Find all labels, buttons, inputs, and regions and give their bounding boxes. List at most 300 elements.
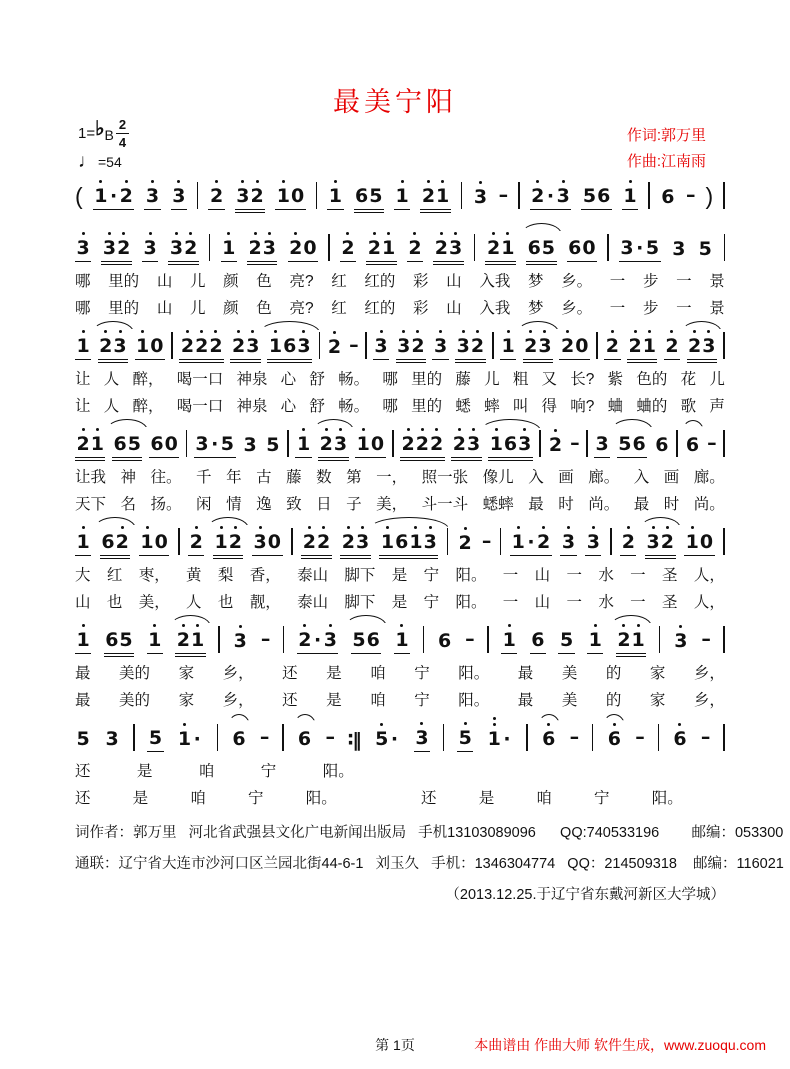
tie-arc <box>345 615 386 627</box>
note-digit: 2 <box>341 237 355 259</box>
note-digit: 0 <box>150 335 164 357</box>
barline <box>282 724 284 751</box>
lyric-syllable: 闲 <box>196 496 212 513</box>
note-token <box>232 632 248 654</box>
note-token <box>112 435 142 458</box>
tie-arc <box>294 714 316 726</box>
date-place-line: （2013.12.25.于辽宁省东戴河新区大学城） <box>445 887 725 903</box>
tie-arc <box>521 223 562 235</box>
quarter-note-icon: ♩ <box>78 151 97 172</box>
note-digit: 2 <box>250 185 264 207</box>
note-digit: 1 <box>501 335 515 357</box>
note-digit: 2 <box>621 531 635 553</box>
lyric-syllable: 咱 <box>198 763 215 780</box>
note-digit: 5 <box>582 185 597 207</box>
note-digit: 6 <box>113 433 127 455</box>
note-token <box>684 436 700 458</box>
note-digit: 2 <box>302 531 316 553</box>
barline <box>133 724 135 751</box>
note-token <box>275 187 305 210</box>
time-signature <box>116 118 129 149</box>
lyric-syllable: 颜 <box>223 300 239 317</box>
key-signature <box>78 118 129 148</box>
lyric-syllable: 咱 <box>190 790 206 807</box>
note-digit: 6 <box>101 531 115 553</box>
lyric-syllable: 山 <box>446 300 462 317</box>
lyric-syllable: 红 <box>331 300 347 317</box>
barline <box>287 430 289 457</box>
note-digit: 0 <box>164 433 178 455</box>
note-digit: 3 <box>145 185 160 207</box>
lyrics-line <box>75 563 725 583</box>
lyricist-credit: 作词:郭万里 <box>626 127 706 144</box>
note-token <box>394 631 410 654</box>
page-number: 第 1页 <box>375 1037 415 1053</box>
lyric-syllable: 阳。 <box>455 567 487 584</box>
note-digit: 1 <box>685 531 699 553</box>
note-digit: 6 <box>283 335 297 357</box>
lyric-syllable: 尚。 <box>693 496 725 513</box>
note-token <box>235 187 265 210</box>
note-digit: 1 <box>136 335 150 357</box>
note-token <box>488 435 533 458</box>
barline <box>186 430 188 457</box>
note-digit: 2 <box>341 531 356 553</box>
note-digit: 2 <box>617 629 631 651</box>
tie-arc <box>369 517 449 529</box>
lyric-syllable: 醉， <box>132 371 164 388</box>
note-token <box>436 632 452 654</box>
music-system <box>75 316 725 414</box>
lyric-syllable: 阳。 <box>322 763 354 780</box>
lyric-syllable: 宁 <box>423 567 440 584</box>
barline <box>518 182 520 209</box>
note-digit: 5 <box>148 727 163 749</box>
tie-arc <box>106 419 147 431</box>
lyric-syllable: 脚下 <box>344 567 376 584</box>
note-token <box>288 239 318 262</box>
note-digit: 1 <box>501 237 515 259</box>
note-digit: 3 <box>113 335 127 357</box>
lyric-syllable: 又 <box>541 371 558 388</box>
note-digit: 1 <box>642 335 656 357</box>
note-token <box>457 534 473 556</box>
barline <box>659 626 661 653</box>
dot-after: · <box>527 531 535 553</box>
music-line <box>75 414 725 458</box>
tie-arc <box>313 419 354 431</box>
note-digit: 5 <box>618 433 632 455</box>
tie-arc <box>611 419 652 431</box>
note-token <box>75 533 91 556</box>
lyric-syllable: 咱 <box>536 790 552 807</box>
note-token <box>139 533 169 556</box>
meter-numerator: 2 <box>116 118 129 134</box>
lyric-syllable: 长? <box>570 371 595 388</box>
note-digit: 3 <box>323 629 337 651</box>
lyric-syllable: 舒 <box>309 371 325 388</box>
lyrics-line <box>75 759 725 779</box>
note-digit: 1 <box>94 185 108 207</box>
lyric-syllable: 是 <box>136 763 153 780</box>
lyric-syllable: 醉， <box>132 398 164 415</box>
lyric-syllable: 一 <box>630 594 646 611</box>
lyric-syllable: 天下 <box>75 496 107 513</box>
lyric-syllable: 神泉 <box>236 398 268 415</box>
note-token <box>560 533 576 556</box>
note-digit: 2 <box>665 335 679 357</box>
lyric-syllable: 红的 <box>364 300 396 317</box>
lyric-syllable: 一 <box>609 300 626 317</box>
note-digit: 2 <box>628 335 642 357</box>
note-digit: 2 <box>434 237 448 259</box>
contact-footer <box>75 818 784 911</box>
lyric-syllable: 儿 <box>189 300 206 317</box>
barline <box>178 528 180 555</box>
note-digit: 2 <box>231 335 246 357</box>
lyric-syllable: 家 <box>178 665 195 682</box>
lyric-syllable: 舒 <box>309 398 325 415</box>
lyric-syllable: 美的 <box>119 692 151 709</box>
lyric-syllable: 哪 <box>382 398 398 415</box>
lyric-syllable: 人， <box>693 567 725 584</box>
note-digit: 0 <box>582 237 596 259</box>
barline <box>447 528 449 555</box>
lyric-syllable: 一 <box>630 567 646 584</box>
lyric-syllable: 是 <box>391 567 408 584</box>
note-token <box>373 337 389 360</box>
note-digit: 5 <box>559 629 574 651</box>
lyric-syllable: 情 <box>226 496 242 513</box>
lyric-syllable: 乡， <box>222 665 254 682</box>
note-digit: 6 <box>673 728 687 750</box>
lyric-syllable: 最 <box>528 496 544 513</box>
dot-after: · <box>314 629 322 651</box>
note-token <box>414 729 430 752</box>
note-digit: 3 <box>518 433 532 455</box>
barline <box>392 430 394 457</box>
lyric-syllable: 美的 <box>119 665 151 682</box>
note-digit: 3 <box>423 531 437 553</box>
note-digit: 2 <box>319 433 333 455</box>
note-token <box>327 187 343 210</box>
note-digit: 2 <box>184 237 198 259</box>
note-token <box>75 435 105 458</box>
lyric-syllable: 照一张 <box>421 469 469 486</box>
lyric-syllable: 像儿 <box>482 469 514 486</box>
note-digit: 1 <box>90 433 104 455</box>
lyric-syllable: 廊。 <box>588 469 620 486</box>
lyric-syllable: 最 <box>75 692 91 709</box>
note-digit: 3 <box>448 237 463 259</box>
note-digit: 3 <box>233 630 247 652</box>
note-token <box>523 337 553 360</box>
tie-arc <box>94 517 135 529</box>
lyric-syllable: 让 <box>75 371 91 388</box>
lyric-syllable: 景 <box>709 300 725 317</box>
note-digit: 2 <box>537 531 551 553</box>
note-digit: 6 <box>607 728 621 750</box>
note-digit: 1 <box>191 629 205 651</box>
note-digit: 0 <box>290 185 305 207</box>
lyric-syllable: 千 <box>196 469 212 486</box>
lyric-syllable: 梦 <box>527 300 544 317</box>
note-digit: 2 <box>298 629 312 651</box>
lyric-syllable: 家 <box>178 692 195 709</box>
note-token <box>147 729 163 752</box>
note-digit: 2 <box>327 336 342 358</box>
lyric-syllable: 圣 <box>662 567 678 584</box>
note-digit: 3 <box>620 237 634 259</box>
note-digit: 3 <box>333 433 348 455</box>
note-token <box>265 436 281 458</box>
note-token <box>594 435 610 458</box>
lyric-syllable: 最 <box>633 496 650 513</box>
lyric-syllable: 数 <box>316 469 332 486</box>
music-system <box>75 512 725 610</box>
key-prefix: 1= <box>78 124 96 142</box>
lyric-syllable: 色 <box>256 300 272 317</box>
note-digit: 1 <box>631 629 645 651</box>
tie-arc <box>207 517 248 529</box>
note-token <box>500 337 516 360</box>
note-token <box>581 187 611 210</box>
lyric-syllable: 心 <box>280 398 297 415</box>
lyric-syllable: 的 <box>605 692 622 709</box>
lyric-syllable: 喝一口 <box>176 371 224 388</box>
lyric-syllable: 美， <box>376 496 408 513</box>
note-token <box>75 337 91 360</box>
barline <box>658 724 660 751</box>
note-digit: 3 <box>473 186 488 208</box>
lyric-syllable: 畅。 <box>338 371 370 388</box>
dash: – <box>260 628 271 650</box>
note-token <box>188 533 204 556</box>
tie-arc <box>681 321 722 333</box>
lyric-syllable: 亮? <box>289 273 314 290</box>
note-digit: 3 <box>415 727 429 749</box>
note-digit: 2 <box>421 185 436 207</box>
note-digit: 3 <box>672 238 686 260</box>
dot-after: · <box>546 185 555 207</box>
music-system <box>75 166 725 210</box>
note-digit: 5 <box>119 629 133 651</box>
note-digit: 5 <box>698 238 712 260</box>
music-line <box>75 610 725 654</box>
dot-after: · <box>193 728 201 750</box>
note-digit: 3 <box>595 433 609 455</box>
note-token <box>340 239 356 262</box>
note-token <box>230 337 260 360</box>
note-digit: 1 <box>76 335 90 357</box>
note-token <box>374 730 401 752</box>
lyric-syllable: 咱 <box>370 692 386 709</box>
note-token <box>104 730 120 752</box>
note-digit: 1 <box>356 433 370 455</box>
note-digit: 0 <box>154 531 168 553</box>
lyric-syllable: 子 <box>346 496 362 513</box>
note-token <box>296 730 312 752</box>
dash: – <box>498 184 509 206</box>
lyric-syllable: 脚下 <box>344 594 376 611</box>
note-digit: 6 <box>503 433 518 455</box>
note-digit: 1 <box>409 531 423 553</box>
note-digit: 3 <box>466 433 481 455</box>
barline <box>291 528 293 555</box>
music-line <box>75 316 725 360</box>
lyric-syllable: 第 <box>346 469 362 486</box>
lyric-syllable: 里的 <box>108 300 140 317</box>
note-digit: 2 <box>458 532 472 554</box>
lyric-syllable: 心 <box>280 371 297 388</box>
note-token <box>433 239 463 262</box>
lyric-syllable: 山 <box>446 273 462 290</box>
note-digit: 6 <box>297 728 312 750</box>
dot-after: · <box>211 433 219 455</box>
lyric-syllable: 古 <box>256 469 272 486</box>
lyric-syllable: 梨 <box>217 567 234 584</box>
lyrics-line <box>75 269 725 289</box>
note-digit: 6 <box>437 630 452 652</box>
lyric-syllable: 儿 <box>484 371 500 388</box>
lyric-syllable: 时 <box>558 496 574 513</box>
dash: – <box>570 432 580 454</box>
note-token <box>247 239 277 262</box>
barline <box>487 626 489 653</box>
note-digit: 2 <box>411 335 425 357</box>
lyric-syllable: 山 <box>156 300 173 317</box>
lyric-syllable: 咱 <box>370 665 386 682</box>
lyric-syllable: 喝一口 <box>176 398 224 415</box>
lyric-syllable: 日 <box>316 496 332 513</box>
lyric-syllable: 水 <box>598 567 614 584</box>
lyric-syllable: 宁 <box>594 790 610 807</box>
note-token <box>396 337 426 360</box>
lyric-syllable: 廊。 <box>693 469 725 486</box>
music-line <box>75 166 725 210</box>
note-token <box>147 631 163 654</box>
note-token <box>231 730 247 752</box>
dot-after: · <box>503 728 511 750</box>
note-token <box>530 187 572 210</box>
lyric-syllable: 乡， <box>693 665 725 682</box>
dash: – <box>701 628 711 650</box>
lyric-syllable: 人 <box>103 398 120 415</box>
note-digit: 2 <box>430 433 444 455</box>
lyric-syllable: 名 <box>120 496 137 513</box>
note-digit: 2 <box>195 335 209 357</box>
lyric-syllable: 儿 <box>709 371 725 388</box>
lyric-syllable: 宁 <box>423 594 440 611</box>
note-token <box>297 631 339 654</box>
note-digit: 5 <box>220 433 235 455</box>
lyric-syllable: 年 <box>226 469 242 486</box>
lyric-syllable: 阳。 <box>458 692 490 709</box>
music-system <box>75 414 725 512</box>
note-digit: 1 <box>381 237 396 259</box>
note-digit: 2 <box>548 434 563 456</box>
barline <box>217 724 219 751</box>
lyric-syllable: 歌 <box>680 398 697 415</box>
composer-credit: 作曲:江南雨 <box>626 153 706 170</box>
note-token <box>420 187 450 210</box>
lyric-syllable: 蛐的 <box>636 398 668 415</box>
note-digit: 3 <box>262 237 276 259</box>
note-digit: 3 <box>374 335 388 357</box>
note-digit: 3 <box>102 237 117 259</box>
barline <box>723 332 725 359</box>
flat-icon: ♭ <box>95 117 105 140</box>
note-digit: 2 <box>209 335 223 357</box>
note-digit: 0 <box>303 237 317 259</box>
lyric-syllable: 最 <box>75 665 91 682</box>
note-token <box>379 533 438 556</box>
note-digit: 3 <box>538 335 552 357</box>
lyrics-line <box>75 492 725 512</box>
lyric-syllable: 最 <box>517 665 534 682</box>
note-digit: 5 <box>541 237 556 259</box>
lyric-syllable: 扬。 <box>150 496 182 513</box>
barline <box>365 332 367 359</box>
note-token <box>171 187 187 210</box>
barline <box>723 724 725 751</box>
barline <box>171 332 173 359</box>
note-token <box>617 435 647 458</box>
note-digit: 3 <box>105 728 119 750</box>
lyric-syllable: 宁 <box>414 665 430 682</box>
lyrics-line <box>75 394 725 414</box>
lyric-syllable: 一 <box>676 300 692 317</box>
lyric-syllable: 最 <box>517 692 534 709</box>
note-digit: 1 <box>380 531 395 553</box>
lyric-syllable: 哪 <box>75 273 91 290</box>
note-digit: 6 <box>366 629 380 651</box>
lyric-syllable: 宁 <box>414 692 430 709</box>
note-token <box>451 435 481 458</box>
lyric-syllable: 往。 <box>150 469 182 486</box>
note-digit: 6 <box>105 629 119 651</box>
note-digit: 2 <box>660 531 674 553</box>
lyric-syllable: 蟋蟀 <box>482 496 514 513</box>
lyric-syllable: 还 <box>282 665 298 682</box>
note-token <box>326 338 342 360</box>
note-token <box>75 631 91 654</box>
note-token <box>501 631 517 654</box>
note-digit: 0 <box>699 531 714 553</box>
lyric-syllable: 画 <box>663 469 680 486</box>
lyric-syllable: 颜 <box>223 273 239 290</box>
lyric-syllable: 入 <box>528 469 544 486</box>
lyric-syllable: 彩 <box>413 300 429 317</box>
note-token <box>144 187 160 210</box>
note-digit: 6 <box>527 237 541 259</box>
lyric-syllable: 乡， <box>693 692 725 709</box>
lyric-syllable: 藤 <box>286 469 302 486</box>
note-digit: 6 <box>150 433 164 455</box>
lyric-syllable: 哪 <box>75 300 91 317</box>
lyric-syllable: 让我 <box>75 469 107 486</box>
dot-after: · <box>636 237 644 259</box>
note-digit: 2 <box>117 237 131 259</box>
note-digit: 2 <box>248 237 262 259</box>
lyric-syllable: 是 <box>132 790 149 807</box>
lyric-syllable: 黄 <box>186 567 202 584</box>
lyrics-line <box>75 590 725 610</box>
dash: – <box>349 334 359 356</box>
note-token <box>559 337 589 360</box>
note-token <box>687 337 717 360</box>
note-token <box>179 337 224 360</box>
